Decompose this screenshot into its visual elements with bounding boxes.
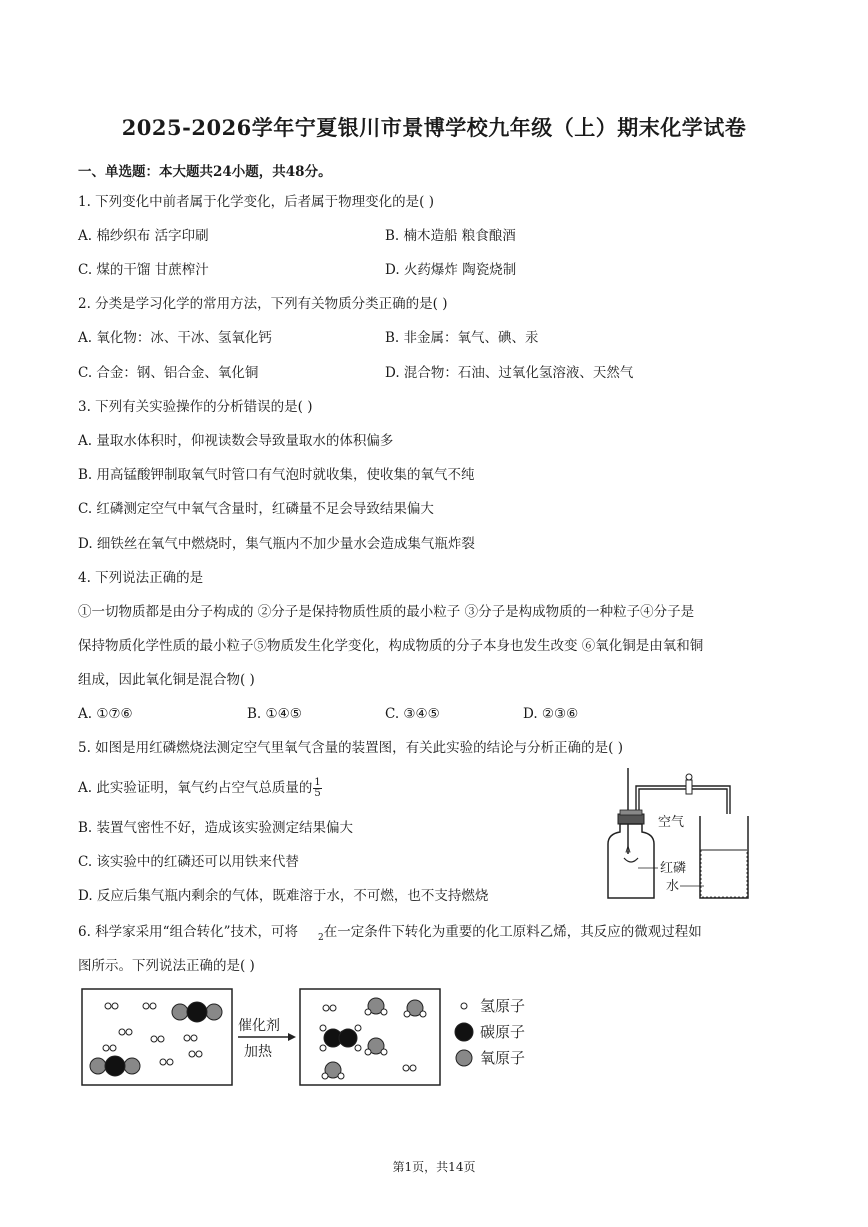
question-4-text-line-2: 保持物质化学性质的最小粒子⑤物质发生化学变化，构成物质的分子本身也发生改变 ⑥氧化铜是由氧和铜 — [78, 638, 704, 654]
question-3-option-c: C. 红磷测定空气中氧气含量时，红磷量不足会导致结果偏大 — [78, 501, 434, 517]
question-4-option-b: B. ①④⑤ — [247, 706, 302, 722]
question-5-option-c: C. 该实验中的红磷还可以用铁来代替 — [78, 854, 299, 870]
question-6-stem-part-1: 6. 科学家采用“组合转化”技术，可将 — [78, 924, 298, 940]
question-5-option-d: D. 反应后集气瓶内剩余的气体，既难溶于水，不可燃，也不支持燃烧 — [78, 888, 489, 904]
label-air: 空气 — [658, 815, 685, 830]
question-3-option-d: D. 细铁丝在氧气中燃烧时，集气瓶内不加少量水会造成集气瓶炸裂 — [78, 536, 475, 552]
label-heat: 加热 — [244, 1044, 272, 1060]
label-red-phosphorus: 红磷 — [660, 861, 687, 876]
question-5-option-b: B. 装置气密性不好，造成该实验测定结果偏大 — [78, 820, 354, 836]
legend-carbon: 碳原子 — [480, 1023, 526, 1041]
question-5-stem: 5. 如图是用红磷燃烧法测定空气里氧气含量的装置图，有关此实验的结论与分析正确的是( ) — [78, 740, 623, 756]
question-6-stem-part-2: 在一定条件下转化为重要的化工原料乙烯，其反应的微观过程如 — [323, 924, 702, 940]
question-1-option-c: C. 煤的干馏 甘蔗榨汁 — [78, 262, 209, 278]
fraction-one-fifth — [313, 778, 321, 799]
legend-carbon-symbol — [455, 1023, 473, 1041]
legend-oxygen-symbol — [456, 1050, 472, 1066]
question-5-option-a-text: A. 此实验证明，氧气约占空气总质量的 — [78, 780, 313, 796]
reaction-micro-process-figure — [80, 986, 550, 1091]
legend-hydrogen: 氢原子 — [480, 997, 526, 1015]
label-water: 水 — [666, 879, 680, 894]
question-3-stem: 3. 下列有关实验操作的分析错误的是( ) — [78, 399, 313, 415]
label-catalyst: 催化剂 — [238, 1018, 280, 1034]
question-6-subscript: 2 — [317, 933, 324, 943]
question-3-option-a: A. 量取水体积时，仰视读数会导致量取水的体积偏多 — [78, 433, 394, 449]
question-2-option-a: A. 氧化物：冰、干冰、氢氧化钙 — [78, 330, 272, 346]
fraction-numerator: 1 — [314, 777, 321, 788]
question-2-stem: 2. 分类是学习化学的常用方法，下列有关物质分类正确的是( ) — [78, 296, 448, 312]
question-1-option-b: B. 楠木造船 粮食酿酒 — [385, 228, 516, 244]
question-4-stem: 4. 下列说法正确的是 — [78, 570, 204, 586]
question-1-stem: 1. 下列变化中前者属于化学变化，后者属于物理变化的是( ) — [78, 194, 434, 210]
question-6-text-line-2: 图所示。下列说法正确的是( ) — [78, 958, 255, 974]
question-4-text-line-3: 组成，因此氧化铜是混合物( ) — [78, 672, 255, 688]
question-4-option-d: D. ②③⑥ — [523, 706, 579, 722]
legend-hydrogen-symbol — [461, 1003, 467, 1009]
question-2-option-d: D. 混合物：石油、过氧化氢溶液、天然气 — [385, 365, 634, 381]
question-3-option-b: B. 用高锰酸钾制取氧气时管口有气泡时就收集，使收集的氧气不纯 — [78, 467, 475, 483]
question-1-option-a: A. 棉纱织布 活字印刷 — [78, 228, 209, 244]
section-heading: 一、单选题：本大题共24小题，共48分。 — [78, 164, 332, 180]
question-4-option-a: A. ①⑦⑥ — [78, 706, 133, 722]
question-4-text-line-1: ①一切物质都是由分子构成的 ②分子是保持物质性质的最小粒子 ③分子是构成物质的一种粒子④分子是 — [78, 604, 695, 620]
question-2-option-b: B. 非金属：氧气、碘、汞 — [385, 330, 539, 346]
page-footer: 第1页，共14页 — [392, 1160, 476, 1174]
question-2-option-c: C. 合金：钢、铝合金、氧化铜 — [78, 365, 259, 381]
fraction-denominator: 5 — [314, 788, 321, 799]
question-5-option-a — [78, 778, 322, 799]
question-1-option-d: D. 火药爆炸 陶瓷烧制 — [385, 262, 517, 278]
question-4-option-c: C. ③④⑤ — [385, 706, 440, 722]
question-6-stem — [78, 922, 702, 944]
page-title: 2025-2026学年宁夏银川市景博学校九年级（上）期末化学试卷 — [121, 115, 747, 140]
phosphorus-apparatus-figure — [604, 768, 754, 903]
legend-oxygen: 氧原子 — [480, 1049, 526, 1067]
